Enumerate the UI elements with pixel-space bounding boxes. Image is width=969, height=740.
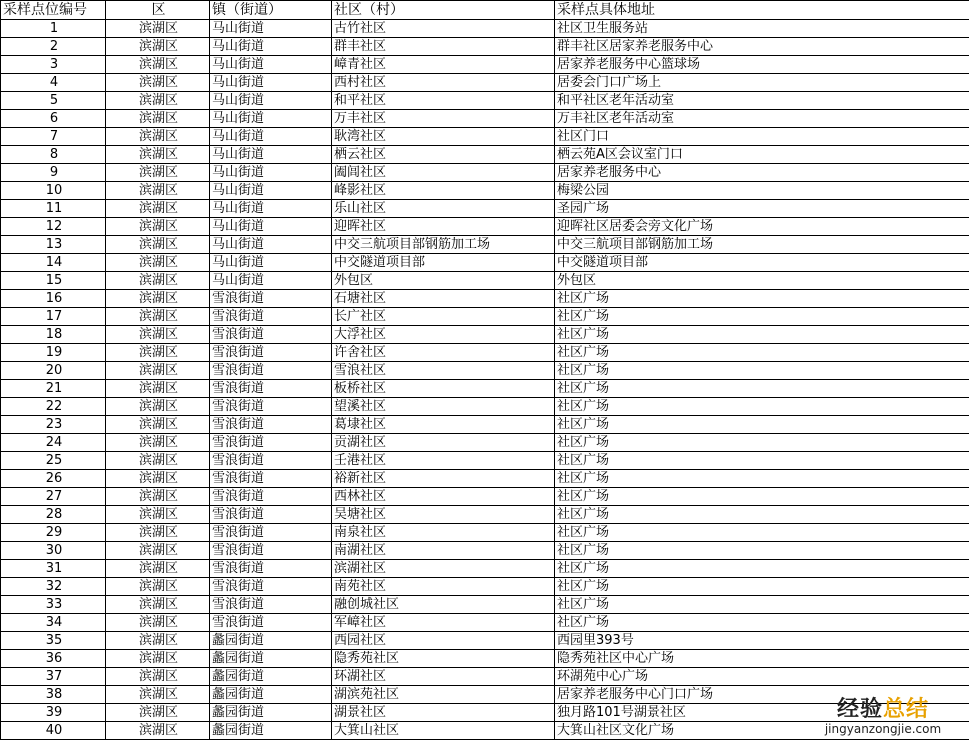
cell-address[interactable]: 栖云苑A区会议室门口 (555, 146, 969, 164)
table-row (1, 434, 969, 452)
cell-district[interactable]: 滨湖区 (106, 686, 210, 704)
cell-address[interactable]: 社区广场 (555, 506, 969, 524)
cell-district[interactable]: 滨湖区 (106, 596, 210, 614)
cell-address[interactable]: 社区广场 (555, 308, 969, 326)
table-row (1, 200, 969, 218)
cell-id[interactable]: 15 (1, 272, 106, 290)
cell-town[interactable]: 马山街道 (210, 74, 332, 92)
cell-district[interactable]: 滨湖区 (106, 488, 210, 506)
table-row (1, 272, 969, 290)
table-row (1, 542, 969, 560)
cell-community[interactable]: 葛埭社区 (332, 416, 555, 434)
cell-district[interactable]: 滨湖区 (106, 452, 210, 470)
table-row (1, 20, 969, 38)
table-row (1, 308, 969, 326)
cell-address[interactable]: 社区广场 (555, 470, 969, 488)
watermark-logo-accent: 总结 (883, 697, 929, 722)
table-row (1, 128, 969, 146)
cell-town[interactable]: 马山街道 (210, 110, 332, 128)
cell-address[interactable]: 社区门口 (555, 128, 969, 146)
table-row (1, 38, 969, 56)
cell-district[interactable]: 滨湖区 (106, 542, 210, 560)
cell-district[interactable]: 滨湖区 (106, 74, 210, 92)
cell-district[interactable]: 滨湖区 (106, 434, 210, 452)
cell-address[interactable]: 社区广场 (555, 326, 969, 344)
cell-id[interactable]: 3 (1, 56, 106, 74)
cell-community[interactable]: 和平社区 (332, 92, 555, 110)
cell-id[interactable]: 18 (1, 326, 106, 344)
cell-id[interactable]: 1 (1, 20, 106, 38)
cell-id[interactable]: 29 (1, 524, 106, 542)
cell-id[interactable]: 7 (1, 128, 106, 146)
header-town[interactable]: 镇（街道） (210, 1, 332, 20)
cell-town[interactable]: 雪浪街道 (210, 614, 332, 632)
cell-district[interactable]: 滨湖区 (106, 524, 210, 542)
cell-address[interactable]: 社区广场 (555, 380, 969, 398)
cell-town[interactable]: 雪浪街道 (210, 488, 332, 506)
table-row (1, 236, 969, 254)
cell-town[interactable]: 马山街道 (210, 38, 332, 56)
cell-id[interactable]: 17 (1, 308, 106, 326)
cell-id[interactable]: 12 (1, 218, 106, 236)
table-row (1, 722, 969, 740)
cell-address[interactable]: 外包区 (555, 272, 969, 290)
cell-community[interactable]: 耿湾社区 (332, 128, 555, 146)
cell-community[interactable]: 滨湖社区 (332, 560, 555, 578)
cell-town[interactable]: 雪浪街道 (210, 344, 332, 362)
cell-id[interactable]: 25 (1, 452, 106, 470)
cell-address[interactable]: 社区广场 (555, 362, 969, 380)
cell-id[interactable]: 34 (1, 614, 106, 632)
cell-id[interactable]: 39 (1, 704, 106, 722)
cell-district[interactable]: 滨湖区 (106, 182, 210, 200)
table-row (1, 182, 969, 200)
cell-district[interactable]: 滨湖区 (106, 506, 210, 524)
header-row (1, 1, 969, 20)
cell-community[interactable]: 嶂青社区 (332, 56, 555, 74)
cell-district[interactable]: 滨湖区 (106, 398, 210, 416)
cell-town[interactable]: 雪浪街道 (210, 542, 332, 560)
cell-town[interactable]: 雪浪街道 (210, 416, 332, 434)
cell-district[interactable]: 滨湖区 (106, 650, 210, 668)
cell-town[interactable]: 雪浪街道 (210, 290, 332, 308)
cell-town[interactable]: 蠡园街道 (210, 686, 332, 704)
cell-address[interactable]: 社区广场 (555, 488, 969, 506)
cell-town[interactable]: 马山街道 (210, 20, 332, 38)
cell-id[interactable]: 21 (1, 380, 106, 398)
cell-address[interactable]: 隐秀苑社区中心广场 (555, 650, 969, 668)
cell-address[interactable]: 和平社区老年活动室 (555, 92, 969, 110)
cell-community[interactable]: 乐山社区 (332, 200, 555, 218)
cell-community[interactable]: 栖云社区 (332, 146, 555, 164)
cell-town[interactable]: 雪浪街道 (210, 362, 332, 380)
header-address[interactable]: 采样点具体地址 (555, 1, 969, 20)
cell-town[interactable]: 马山街道 (210, 56, 332, 74)
cell-id[interactable]: 19 (1, 344, 106, 362)
cell-community[interactable]: 西村社区 (332, 74, 555, 92)
table-row (1, 326, 969, 344)
cell-address[interactable]: 圣园广场 (555, 200, 969, 218)
table-row (1, 344, 969, 362)
cell-id[interactable]: 4 (1, 74, 106, 92)
cell-id[interactable]: 14 (1, 254, 106, 272)
cell-community[interactable]: 迎晖社区 (332, 218, 555, 236)
cell-district[interactable]: 滨湖区 (106, 308, 210, 326)
table-row (1, 290, 969, 308)
cell-district[interactable]: 滨湖区 (106, 416, 210, 434)
cell-id[interactable]: 20 (1, 362, 106, 380)
cell-town[interactable]: 马山街道 (210, 254, 332, 272)
cell-community[interactable]: 军嶂社区 (332, 614, 555, 632)
cell-district[interactable]: 滨湖区 (106, 254, 210, 272)
cell-id[interactable]: 31 (1, 560, 106, 578)
cell-district[interactable]: 滨湖区 (106, 560, 210, 578)
cell-town[interactable]: 雪浪街道 (210, 380, 332, 398)
table-body (1, 20, 969, 740)
cell-address[interactable]: 社区卫生服务站 (555, 20, 969, 38)
cell-address[interactable]: 社区广场 (555, 290, 969, 308)
table-row (1, 470, 969, 488)
cell-town[interactable]: 雪浪街道 (210, 578, 332, 596)
cell-id[interactable]: 16 (1, 290, 106, 308)
cell-address[interactable]: 居委会门口广场上 (555, 74, 969, 92)
cell-community[interactable]: 中交三航项目部钢筋加工场 (332, 236, 555, 254)
cell-town[interactable]: 蠡园街道 (210, 668, 332, 686)
cell-community[interactable]: 壬港社区 (332, 452, 555, 470)
cell-town[interactable]: 马山街道 (210, 200, 332, 218)
table-row (1, 686, 969, 704)
cell-address[interactable]: 大箕山社区文化广场 (555, 722, 969, 740)
cell-address[interactable]: 社区广场 (555, 542, 969, 560)
cell-district[interactable]: 滨湖区 (106, 110, 210, 128)
cell-district[interactable]: 滨湖区 (106, 470, 210, 488)
cell-district[interactable]: 滨湖区 (106, 146, 210, 164)
cell-community[interactable]: 湖滨苑社区 (332, 686, 555, 704)
cell-district[interactable]: 滨湖区 (106, 668, 210, 686)
cell-district[interactable]: 滨湖区 (106, 56, 210, 74)
cell-district[interactable]: 滨湖区 (106, 290, 210, 308)
cell-district[interactable]: 滨湖区 (106, 38, 210, 56)
table-row (1, 56, 969, 74)
cell-town[interactable]: 马山街道 (210, 236, 332, 254)
table-row (1, 452, 969, 470)
cell-district[interactable]: 滨湖区 (106, 218, 210, 236)
cell-id[interactable]: 26 (1, 470, 106, 488)
cell-address[interactable]: 居家养老服务中心篮球场 (555, 56, 969, 74)
cell-town[interactable]: 马山街道 (210, 272, 332, 290)
cell-town[interactable]: 雪浪街道 (210, 470, 332, 488)
cell-district[interactable]: 滨湖区 (106, 704, 210, 722)
cell-community[interactable]: 南苑社区 (332, 578, 555, 596)
table-row (1, 596, 969, 614)
cell-town[interactable]: 马山街道 (210, 128, 332, 146)
cell-address[interactable]: 西园里393号 (555, 632, 969, 650)
cell-district[interactable]: 滨湖区 (106, 632, 210, 650)
table-row (1, 524, 969, 542)
cell-district[interactable]: 滨湖区 (106, 236, 210, 254)
table-row (1, 488, 969, 506)
cell-community[interactable]: 群丰社区 (332, 38, 555, 56)
cell-town[interactable]: 雪浪街道 (210, 560, 332, 578)
cell-id[interactable]: 37 (1, 668, 106, 686)
table-row (1, 164, 969, 182)
table-row (1, 92, 969, 110)
cell-address[interactable]: 社区广场 (555, 578, 969, 596)
table-row (1, 632, 969, 650)
cell-address[interactable]: 社区广场 (555, 560, 969, 578)
cell-district[interactable]: 滨湖区 (106, 92, 210, 110)
cell-community[interactable]: 阖闾社区 (332, 164, 555, 182)
cell-town[interactable]: 蠡园街道 (210, 650, 332, 668)
cell-community[interactable]: 大箕山社区 (332, 722, 555, 740)
table-row (1, 380, 969, 398)
cell-community[interactable]: 石塘社区 (332, 290, 555, 308)
cell-community[interactable]: 裕新社区 (332, 470, 555, 488)
cell-district[interactable]: 滨湖区 (106, 164, 210, 182)
cell-address[interactable]: 独月路101号湖景社区 (555, 704, 969, 722)
cell-community[interactable]: 南泉社区 (332, 524, 555, 542)
table-row (1, 74, 969, 92)
cell-community[interactable]: 许舍社区 (332, 344, 555, 362)
cell-address[interactable]: 中交隧道项目部 (555, 254, 969, 272)
cell-address[interactable]: 梅梁公园 (555, 182, 969, 200)
cell-address[interactable]: 社区广场 (555, 398, 969, 416)
cell-id[interactable]: 8 (1, 146, 106, 164)
cell-id[interactable]: 32 (1, 578, 106, 596)
cell-id[interactable]: 30 (1, 542, 106, 560)
cell-id[interactable]: 36 (1, 650, 106, 668)
cell-district[interactable]: 滨湖区 (106, 200, 210, 218)
table-row (1, 362, 969, 380)
cell-district[interactable]: 滨湖区 (106, 578, 210, 596)
cell-community[interactable]: 峰影社区 (332, 182, 555, 200)
cell-community[interactable]: 西林社区 (332, 488, 555, 506)
cell-address[interactable]: 社区广场 (555, 416, 969, 434)
cell-district[interactable]: 滨湖区 (106, 326, 210, 344)
cell-address[interactable]: 居家养老服务中心 (555, 164, 969, 182)
table-row (1, 614, 969, 632)
cell-community[interactable]: 环湖社区 (332, 668, 555, 686)
cell-address[interactable]: 社区广场 (555, 524, 969, 542)
cell-address[interactable]: 环湖苑中心广场 (555, 668, 969, 686)
cell-community[interactable]: 南湖社区 (332, 542, 555, 560)
cell-community[interactable]: 外包区 (332, 272, 555, 290)
cell-address[interactable]: 迎晖社区居委会旁文化广场 (555, 218, 969, 236)
cell-community[interactable]: 板桥社区 (332, 380, 555, 398)
cell-address[interactable]: 社区广场 (555, 344, 969, 362)
table-row (1, 254, 969, 272)
cell-id[interactable]: 11 (1, 200, 106, 218)
cell-town[interactable]: 马山街道 (210, 218, 332, 236)
cell-community[interactable]: 万丰社区 (332, 110, 555, 128)
cell-district[interactable]: 滨湖区 (106, 20, 210, 38)
cell-district[interactable]: 滨湖区 (106, 272, 210, 290)
cell-community[interactable]: 大浮社区 (332, 326, 555, 344)
cell-district[interactable]: 滨湖区 (106, 722, 210, 740)
header-district[interactable]: 区 (106, 1, 210, 20)
cell-town[interactable]: 蠡园街道 (210, 704, 332, 722)
table-row (1, 578, 969, 596)
cell-community[interactable]: 吴塘社区 (332, 506, 555, 524)
cell-town[interactable]: 雪浪街道 (210, 398, 332, 416)
cell-town[interactable]: 雪浪街道 (210, 524, 332, 542)
cell-community[interactable]: 湖景社区 (332, 704, 555, 722)
cell-town[interactable]: 蠡园街道 (210, 722, 332, 740)
cell-address[interactable]: 中交三航项目部钢筋加工场 (555, 236, 969, 254)
cell-town[interactable]: 雪浪街道 (210, 326, 332, 344)
table-row (1, 704, 969, 722)
cell-district[interactable]: 滨湖区 (106, 614, 210, 632)
cell-community[interactable]: 中交隧道项目部 (332, 254, 555, 272)
cell-address[interactable]: 社区广场 (555, 434, 969, 452)
watermark-url: jingyanzongjie.com (803, 722, 963, 736)
table-row (1, 668, 969, 686)
cell-town[interactable]: 雪浪街道 (210, 506, 332, 524)
header-community[interactable]: 社区（村） (332, 1, 555, 20)
cell-community[interactable]: 雪浪社区 (332, 362, 555, 380)
table-row (1, 398, 969, 416)
table-row (1, 146, 969, 164)
table-row (1, 506, 969, 524)
table-row (1, 110, 969, 128)
cell-town[interactable]: 雪浪街道 (210, 596, 332, 614)
cell-id[interactable]: 38 (1, 686, 106, 704)
cell-id[interactable]: 22 (1, 398, 106, 416)
watermark-logo-main: 经验 (837, 697, 883, 722)
cell-address[interactable]: 居家养老服务中心门口广场 (555, 686, 969, 704)
cell-district[interactable]: 滨湖区 (106, 128, 210, 146)
cell-town[interactable]: 雪浪街道 (210, 308, 332, 326)
table-row (1, 650, 969, 668)
cell-town[interactable]: 马山街道 (210, 92, 332, 110)
cell-community[interactable]: 西园社区 (332, 632, 555, 650)
cell-town[interactable]: 雪浪街道 (210, 434, 332, 452)
cell-address[interactable]: 社区广场 (555, 614, 969, 632)
cell-id[interactable]: 13 (1, 236, 106, 254)
cell-town[interactable]: 蠡园街道 (210, 632, 332, 650)
cell-id[interactable]: 28 (1, 506, 106, 524)
cell-id[interactable]: 9 (1, 164, 106, 182)
cell-district[interactable]: 滨湖区 (106, 380, 210, 398)
cell-district[interactable]: 滨湖区 (106, 344, 210, 362)
cell-district[interactable]: 滨湖区 (106, 362, 210, 380)
cell-id[interactable]: 6 (1, 110, 106, 128)
cell-town[interactable]: 马山街道 (210, 182, 332, 200)
cell-id[interactable]: 2 (1, 38, 106, 56)
cell-id[interactable]: 23 (1, 416, 106, 434)
cell-town[interactable]: 马山街道 (210, 146, 332, 164)
cell-community[interactable]: 贡湖社区 (332, 434, 555, 452)
table-row (1, 416, 969, 434)
cell-id[interactable]: 10 (1, 182, 106, 200)
cell-address[interactable]: 社区广场 (555, 596, 969, 614)
cell-id[interactable]: 5 (1, 92, 106, 110)
cell-town[interactable]: 雪浪街道 (210, 452, 332, 470)
cell-community[interactable]: 融创城社区 (332, 596, 555, 614)
cell-address[interactable]: 万丰社区老年活动室 (555, 110, 969, 128)
cell-id[interactable]: 33 (1, 596, 106, 614)
cell-id[interactable]: 27 (1, 488, 106, 506)
table-row (1, 560, 969, 578)
header-id[interactable]: 采样点位编号 (1, 1, 106, 20)
cell-id[interactable]: 35 (1, 632, 106, 650)
cell-id[interactable]: 40 (1, 722, 106, 740)
cell-address[interactable]: 群丰社区居家养老服务中心 (555, 38, 969, 56)
table-row (1, 218, 969, 236)
cell-town[interactable]: 马山街道 (210, 164, 332, 182)
cell-community[interactable]: 隐秀苑社区 (332, 650, 555, 668)
cell-community[interactable]: 古竹社区 (332, 20, 555, 38)
cell-community[interactable]: 望溪社区 (332, 398, 555, 416)
cell-community[interactable]: 长广社区 (332, 308, 555, 326)
cell-address[interactable]: 社区广场 (555, 452, 969, 470)
cell-id[interactable]: 24 (1, 434, 106, 452)
